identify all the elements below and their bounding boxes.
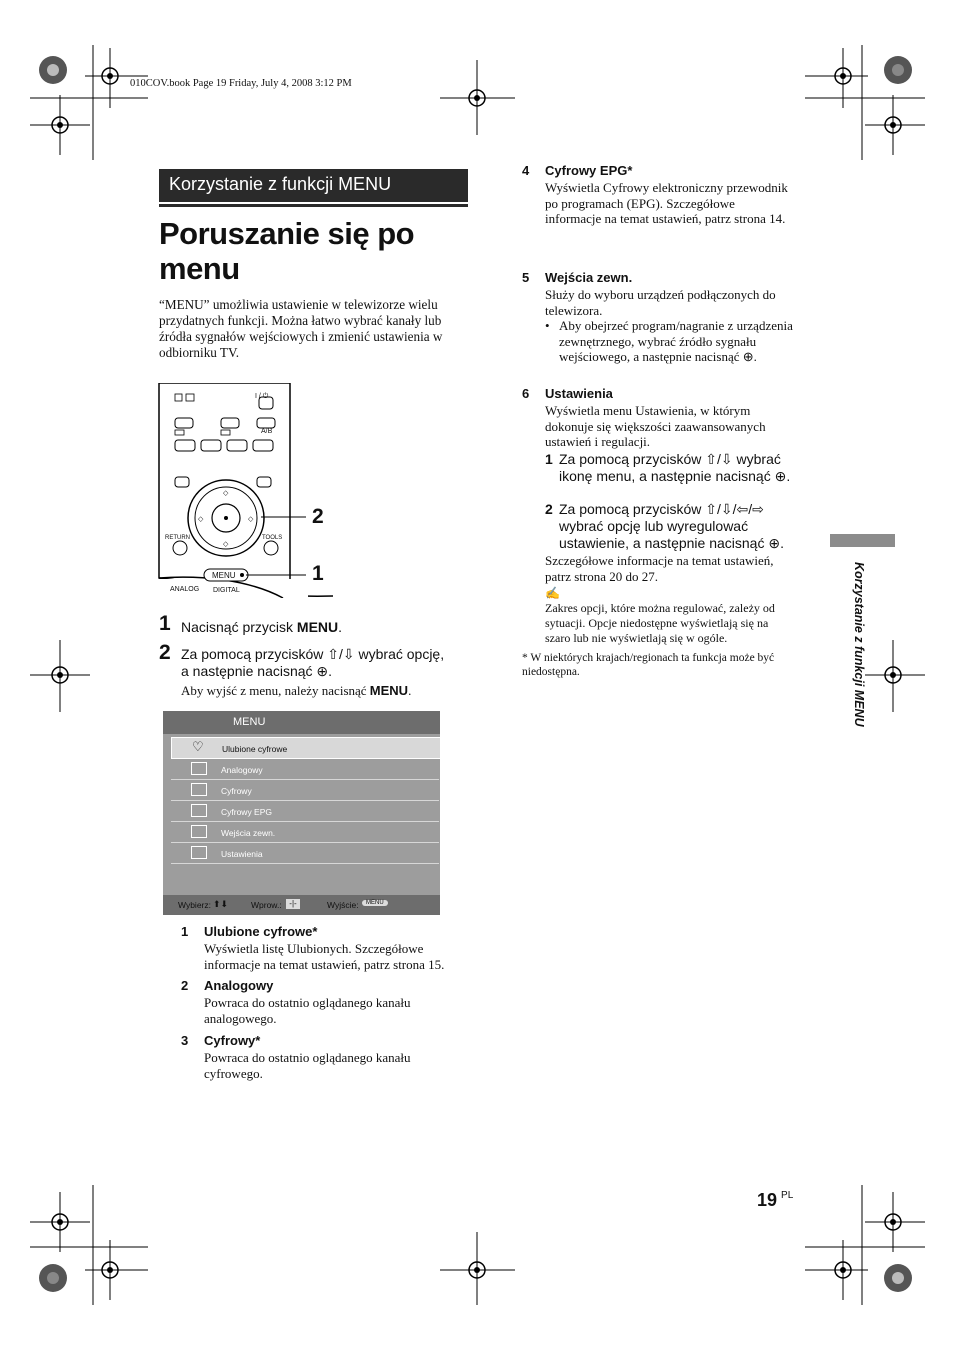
tip-text: Zakres opcji, które można regulować, zależy od sytuacji. Opcje niedostępne wyświetlają się na szaro lub nie wyświetlają się w ogóle.	[545, 601, 775, 645]
item-number: 4	[522, 163, 530, 178]
substep-number: 2	[545, 501, 553, 517]
tv-menu-footer	[163, 895, 440, 915]
intro-paragraph: “MENU” umożliwia ustawienie w telewizorze wielu przydatnych funkcji. Można łatwo wybrać kanały lub źródła sygnałów wejściowych i zmienić ustawienia w odbiorniku TV.	[159, 297, 443, 360]
svg-text:◇: ◇	[223, 490, 229, 497]
item-body: Wyświetla menu Ustawienia, w którym dokonuje się większości zaawansowanych ustawień i regulacji.	[545, 403, 766, 449]
item-title: Cyfrowy EPG*	[545, 163, 633, 178]
substep-text: Za pomocą przycisków ⇧/⇩ wybrać ikonę menu, a następnie nacisnąć ⊕.	[559, 451, 791, 484]
remote-btn-return-label: RETURN	[165, 535, 190, 541]
item-body: Powraca do ostatnio oglądanego kanału analogowego.	[204, 995, 411, 1026]
tv-menu-item-label: Wejścia zewn.	[221, 828, 276, 838]
item-number: 1	[181, 924, 189, 939]
footer-arrows-icon: ⬆⬇	[213, 899, 229, 909]
input-icon	[191, 825, 207, 838]
step-2-number: 2	[159, 641, 171, 664]
item-title: Cyfrowy*	[204, 1033, 261, 1048]
substep-number: 1	[545, 451, 553, 467]
bullet-text: Aby obejrzeć program/nagranie z urządzenia zewnętrznego, wybrać źródło sygnału wejściowego, a następnie nacisnąć ⊕.	[559, 318, 793, 364]
step-1-text-pre: Nacisnąć przycisk	[181, 619, 297, 635]
step-2-note	[181, 683, 411, 699]
item-number: 6	[522, 386, 530, 401]
svg-text:◇: ◇	[248, 516, 254, 523]
footer-exit-label: Wyjście:	[327, 900, 359, 910]
side-tab-label: Korzystanie z funkcji MENU	[852, 562, 866, 727]
item-body: Wyświetla listę Ulubionych. Szczegółowe informacje na temat ustawień, patrz strona 15.	[204, 941, 445, 972]
page-title: Poruszanie się po menu	[159, 216, 415, 286]
tv-menu-item-label: Cyfrowy	[221, 786, 252, 796]
remote-illustration	[158, 383, 333, 598]
book-info-header: 010COV.book Page 19 Friday, July 4, 2008 3:12 PM	[130, 78, 352, 89]
side-tab-marker	[830, 534, 895, 547]
tv-menu-item-analog[interactable]	[171, 759, 439, 780]
page-language: PL	[781, 1190, 794, 1201]
menu-item-2-desc	[181, 978, 461, 1026]
toolbox-icon	[191, 846, 207, 859]
item-title: Wejścia zewn.	[545, 270, 633, 285]
footer-exit-menu-icon: MENU	[362, 900, 388, 906]
analog-tv-icon	[191, 762, 207, 775]
tv-menu-item-digital[interactable]	[171, 780, 439, 801]
remote-btn-power-label: I / ⏻	[255, 393, 269, 400]
remote-callout-1: 1	[312, 562, 324, 585]
step-1-menu-key: MENU	[296, 619, 339, 635]
menu-item-1-desc	[181, 924, 461, 972]
tv-menu-item-external-inputs[interactable]	[171, 822, 439, 843]
item-body: Wyświetla Cyfrowy elektroniczny przewodnik po programach (EPG). Szczegółowe informacje na temat ustawień, patrz strona 14.	[545, 180, 788, 226]
section-title: Korzystanie z funkcji MENU	[169, 174, 392, 194]
step-2-note-pre: Aby wyjść z menu, należy nacisnąć	[181, 683, 370, 698]
item-number: 5	[522, 270, 530, 285]
tv-menu-screen	[163, 711, 440, 915]
step-1-text	[181, 619, 342, 636]
item-body: Służy do wyboru urządzeń podłączonych do telewizora.	[545, 287, 776, 318]
item-bullet	[545, 318, 794, 365]
item-title: Ustawienia	[545, 386, 613, 401]
footer-enter-icon: -|-	[286, 899, 300, 909]
remote-btn-ab-label: A/B	[261, 428, 273, 435]
remote-callout-2: 2	[312, 505, 324, 528]
menu-item-5-desc	[522, 270, 794, 365]
menu-item-3-desc	[181, 1033, 461, 1081]
step-2-text: Za pomocą przycisków ⇧/⇩ wybrać opcję, a następnie nacisnąć ⊕.	[181, 646, 445, 679]
svg-text:◇: ◇	[198, 516, 204, 523]
item-title: Analogowy	[204, 978, 274, 993]
epg-list-icon	[191, 804, 207, 817]
tv-menu-title-bar	[163, 711, 440, 734]
step-2-note-post: .	[408, 683, 412, 698]
step-1-number: 1	[159, 612, 171, 635]
footer-enter-label: Wprow.:	[251, 900, 282, 910]
page-number	[757, 1190, 793, 1211]
tv-menu-title: MENU	[233, 716, 266, 728]
footnote: * W niektórych krajach/regionach ta funkcja może być niedostępna.	[522, 652, 775, 678]
step-1-text-post: .	[338, 619, 343, 635]
heart-icon: ♡	[192, 739, 204, 754]
digital-tv-icon	[191, 783, 207, 796]
page-number-value: 19	[757, 1190, 778, 1210]
tip-icon: ✍	[545, 586, 560, 600]
item-title: Ulubione cyfrowe*	[204, 924, 318, 939]
section-underline	[159, 204, 468, 207]
item-number: 3	[181, 1033, 189, 1048]
menu-item-4-desc	[522, 163, 792, 227]
substep-2	[545, 501, 795, 552]
substep-text: Za pomocą przycisków ⇧/⇩/⇦/⇨ wybrać opcję lub wyregulować ustawienie, a następnie nacisnąć ⊕.	[559, 501, 784, 551]
after-substeps-text: Szczegółowe informacje na temat ustawień, patrz strona 20 do 27.	[545, 553, 774, 584]
remote-btn-analog-label: ANALOG	[170, 586, 200, 593]
section-title-bar	[159, 169, 468, 202]
bullet-icon: •	[545, 318, 550, 333]
tv-menu-item-epg[interactable]	[171, 801, 439, 822]
remote-btn-tools-label: TOOLS	[262, 535, 283, 541]
item-body: Powraca do ostatnio oglądanego kanału cyfrowego.	[204, 1050, 411, 1081]
item-number: 2	[181, 978, 189, 993]
footer-select-label: Wybierz:	[178, 900, 211, 910]
remote-btn-digital-label: DIGITAL	[213, 587, 240, 594]
substep-1	[545, 451, 795, 485]
tv-menu-item-label: Ustawienia	[221, 849, 263, 859]
step-2-menu-key: MENU	[369, 683, 409, 698]
tv-menu-item-label: Analogowy	[221, 765, 263, 775]
tv-menu-item-label: Ulubione cyfrowe	[222, 744, 288, 754]
tv-menu-item-favourites[interactable]	[171, 737, 441, 759]
svg-text:◇: ◇	[223, 541, 229, 548]
tv-menu-item-label: Cyfrowy EPG	[221, 807, 273, 817]
remote-btn-menu-label: MENU	[212, 571, 236, 580]
menu-item-6-desc	[522, 386, 792, 450]
tv-menu-item-settings[interactable]	[171, 843, 439, 864]
